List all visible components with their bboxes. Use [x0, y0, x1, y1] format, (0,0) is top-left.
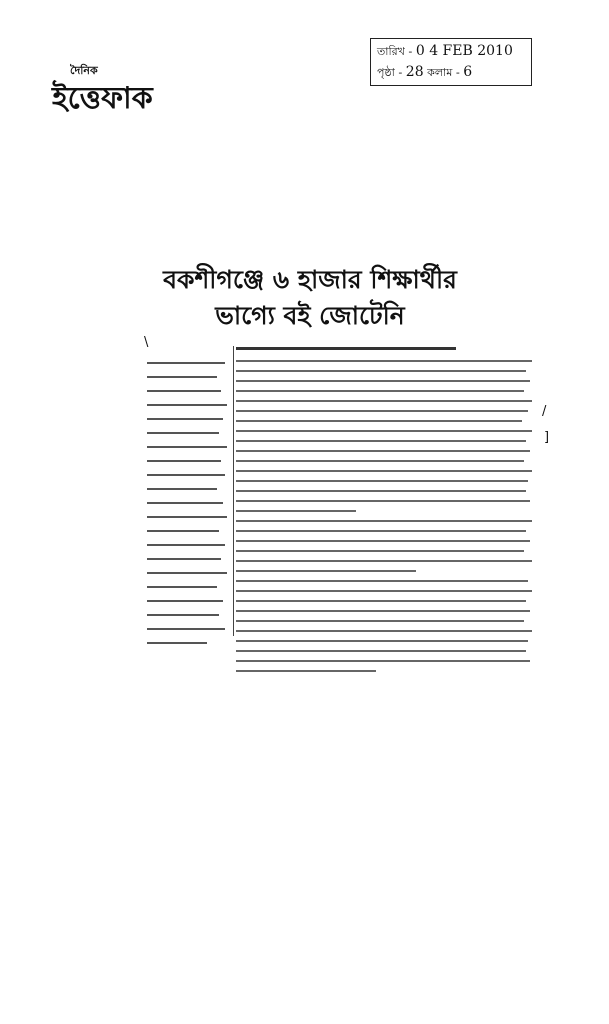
stamp-column-value: 6: [463, 64, 473, 80]
headline-line-2: ভাগ্যে বই জোটেনি: [215, 301, 405, 330]
stamp-page-row: পৃষ্ঠা - 28 কলাম - 6: [377, 64, 473, 80]
stamp-page-label: পৃষ্ঠা: [377, 66, 395, 79]
margin-mark-1: /: [542, 404, 547, 419]
stamp-date-row: তারিখ - 0 4 FEB 2010: [377, 43, 513, 59]
margin-mark-2: ]: [544, 430, 550, 445]
headline-line-1: বকশীগঞ্জে ৬ হাজার শিক্ষার্থীর: [163, 265, 457, 294]
margin-tick-mark: \: [144, 335, 149, 350]
clipping-stamp: [370, 38, 532, 86]
column-divider: [233, 346, 234, 636]
stamp-page-value: 28: [405, 64, 424, 80]
masthead-prefix: দৈনিক: [70, 64, 98, 77]
article-byline: [236, 347, 456, 350]
stamp-column-label: কলাম: [427, 66, 453, 79]
stamp-date-value: 0 4 FEB 2010: [415, 43, 513, 59]
article-headline: [150, 262, 470, 334]
article-left-column: [147, 350, 233, 650]
stamp-date-label: তারিখ: [377, 45, 405, 58]
article-body-text: [236, 356, 536, 686]
masthead-name: ইত্তেফাক: [52, 81, 153, 116]
